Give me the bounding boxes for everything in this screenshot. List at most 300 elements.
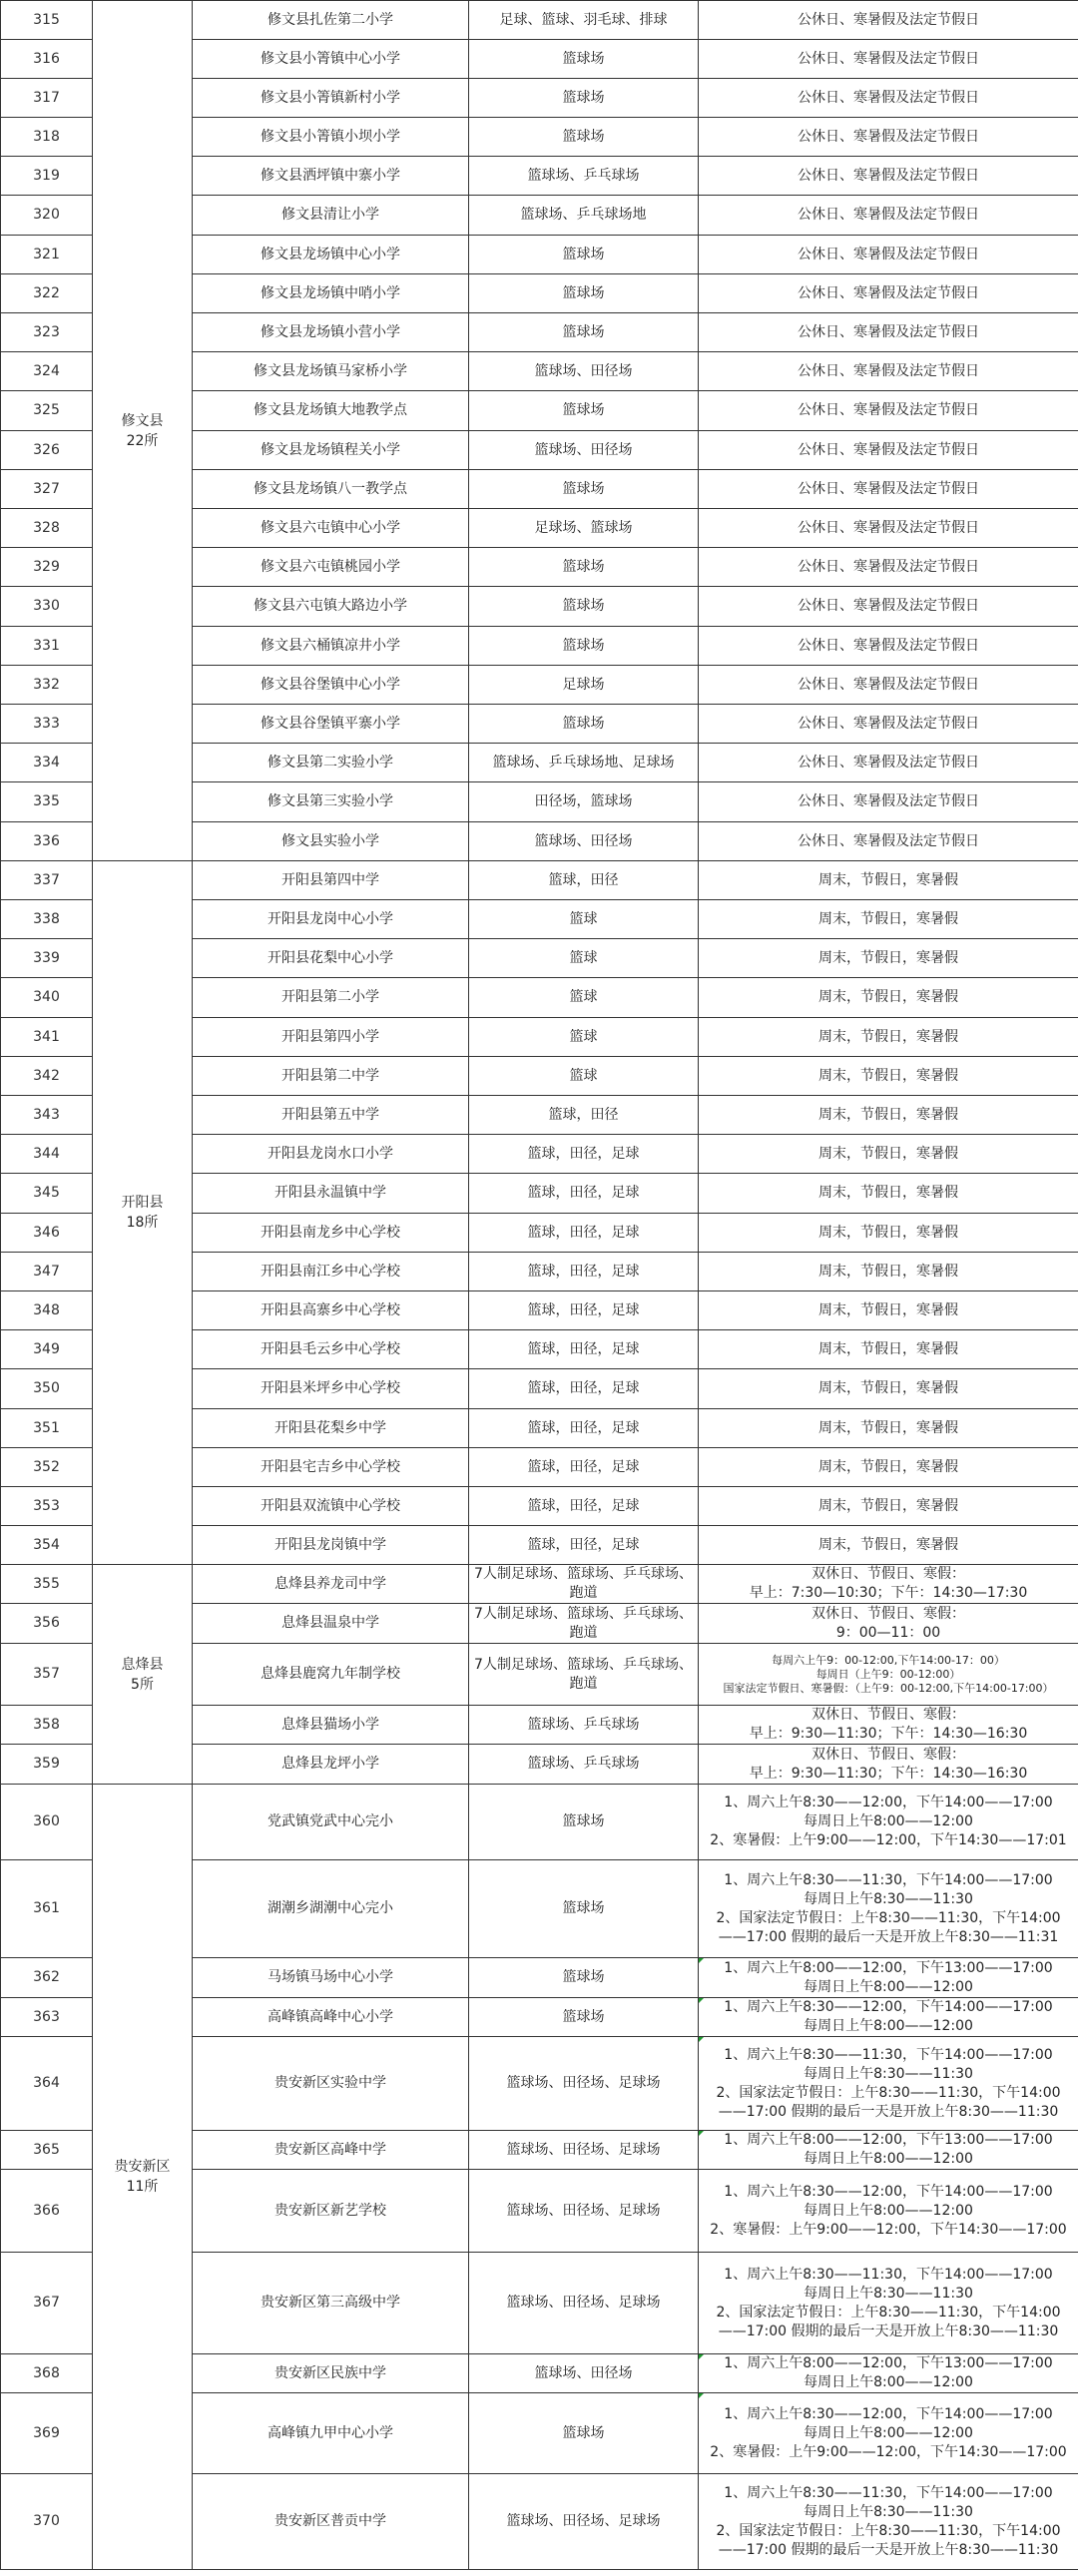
row-number: 324 <box>1 352 93 391</box>
open-hours <box>699 391 1078 431</box>
table-row <box>1 1 1078 40</box>
school-name: 修文县六桶镇凉井小学 <box>193 627 469 666</box>
open-hours-line: 1、周六上午8:30——12:00，下午14:00——17:00 <box>724 1795 1053 1810</box>
open-hours <box>699 1604 1078 1644</box>
open-hours-line: 公休日、寒暑假及法定节假日 <box>798 519 979 536</box>
open-hours <box>699 470 1078 509</box>
row-number: 319 <box>1 157 93 196</box>
school-name: 开阳县花梨乡中学 <box>193 1409 469 1448</box>
open-hours-line: 每周日上午8:00——12:00 <box>804 2202 973 2219</box>
row-number: 337 <box>1 861 93 900</box>
school-name: 开阳县龙岗镇中学 <box>193 1526 469 1565</box>
school-name: 贵安新区新艺学校 <box>193 2170 469 2253</box>
facilities: 篮球 <box>469 939 699 978</box>
facilities: 篮球场 <box>469 40 699 79</box>
school-name: 高峰镇九甲中心小学 <box>193 2393 469 2474</box>
open-hours-line: 公休日、寒暑假及法定节假日 <box>798 832 979 849</box>
facilities: 篮球场 <box>469 1860 699 1958</box>
open-hours <box>699 1526 1078 1565</box>
open-hours-line: 每周日上午8:30——11:30 <box>804 1890 973 1907</box>
school-name: 息烽县猫场小学 <box>193 1706 469 1745</box>
school-name: 开阳县第五中学 <box>193 1096 469 1135</box>
school-name: 开阳县第二中学 <box>193 1057 469 1096</box>
open-hours <box>699 2037 1078 2131</box>
school-name: 修文县六屯镇中心小学 <box>193 509 469 548</box>
error-indicator-icon <box>699 1998 704 2003</box>
school-name: 修文县小箐镇中心小学 <box>193 40 469 79</box>
school-name: 修文县清让小学 <box>193 196 469 236</box>
facilities: 篮球场、田径场、足球场 <box>469 2037 699 2131</box>
facilities: 篮球，田径，足球 <box>469 1135 699 1174</box>
school-name: 开阳县宅吉乡中心学校 <box>193 1448 469 1487</box>
open-hours <box>699 1096 1078 1135</box>
school-name: 息烽县养龙司中学 <box>193 1565 469 1604</box>
open-hours-line: 双休日、节假日、寒假： <box>811 1707 965 1723</box>
open-hours <box>699 1330 1078 1369</box>
row-number: 363 <box>1 1998 93 2037</box>
row-number: 369 <box>1 2393 93 2474</box>
open-hours-line: 1、周六上午8:30——11:30，下午14:00——17:00 <box>724 1871 1053 1888</box>
table-row <box>1 861 1078 900</box>
school-name: 开阳县龙岗水口小学 <box>193 1135 469 1174</box>
facilities: 篮球，田径 <box>469 1096 699 1135</box>
open-hours-line: 周末，节假日，寒暑假 <box>818 949 958 966</box>
facilities: 篮球场、乒乓球场 <box>469 1745 699 1785</box>
row-number: 355 <box>1 1565 93 1604</box>
school-name: 贵安新区实验中学 <box>193 2037 469 2131</box>
open-hours <box>699 1706 1078 1745</box>
facilities: 足球场 <box>469 666 699 705</box>
school-name: 修文县龙场镇中哨小学 <box>193 274 469 313</box>
school-name: 开阳县龙岗中心小学 <box>193 900 469 939</box>
error-indicator-icon <box>699 2393 704 2398</box>
school-name: 开阳县双流镇中心学校 <box>193 1487 469 1526</box>
open-hours-line: 1、周六上午8:00——12:00，下午13:00——17:00 <box>724 2355 1053 2371</box>
open-hours <box>699 587 1078 627</box>
facilities: 篮球，田径，足球 <box>469 1174 699 1214</box>
county-school-count: 22所 <box>126 432 159 449</box>
facilities: 篮球场、乒乓球场 <box>469 1706 699 1745</box>
school-name: 贵安新区普贡中学 <box>193 2474 469 2570</box>
open-hours <box>699 2131 1078 2170</box>
row-number: 341 <box>1 1018 93 1057</box>
open-hours-line: 公休日、寒暑假及法定节假日 <box>798 715 979 732</box>
school-name: 修文县谷堡镇平寨小学 <box>193 705 469 744</box>
open-hours <box>699 1291 1078 1330</box>
school-name: 开阳县永温镇中学 <box>193 1174 469 1214</box>
facilities: 篮球场 <box>469 470 699 509</box>
county-school-count: 18所 <box>126 1215 159 1231</box>
open-hours-line: 每周日上午8:00——12:00 <box>804 2151 973 2167</box>
open-hours <box>699 822 1078 861</box>
open-hours-line: 每周日上午8:00——12:00 <box>804 1978 973 1995</box>
school-name: 开阳县高寨乡中心学校 <box>193 1291 469 1330</box>
facilities: 田径场，篮球场 <box>469 782 699 822</box>
open-hours-line: 早上：9:30—11:30；下午：14:30—16:30 <box>749 1726 1028 1742</box>
facilities: 篮球场 <box>469 2393 699 2474</box>
facilities: 篮球场、乒乓球场地、足球场 <box>469 744 699 782</box>
facilities: 篮球，田径，足球 <box>469 1448 699 1487</box>
school-name: 修文县龙场镇马家桥小学 <box>193 352 469 391</box>
row-number: 315 <box>1 1 93 40</box>
school-name: 开阳县南江乡中心学校 <box>193 1253 469 1291</box>
facilities: 篮球，田径 <box>469 861 699 900</box>
school-name: 开阳县南龙乡中心学校 <box>193 1214 469 1253</box>
row-number: 347 <box>1 1253 93 1291</box>
open-hours-line: 周末，节假日，寒暑假 <box>818 1067 958 1084</box>
open-hours-line: 1、周六上午8:00——12:00，下午13:00——17:00 <box>724 1959 1053 1976</box>
open-hours-line: 公休日、寒暑假及法定节假日 <box>798 754 979 771</box>
open-hours <box>699 118 1078 157</box>
open-hours-line: 每周日上午8:00——12:00 <box>804 2374 973 2390</box>
row-number: 360 <box>1 1785 93 1860</box>
facilities: 篮球场、田径场 <box>469 352 699 391</box>
open-hours-line: 2、寒暑假：上午9:00——12:00，下午14:30——17:01 <box>710 1832 1067 1848</box>
facilities: 篮球场、田径场、足球场 <box>469 2131 699 2170</box>
open-hours-line: 周末，节假日，寒暑假 <box>818 1028 958 1045</box>
row-number: 366 <box>1 2170 93 2253</box>
county-group-cell <box>93 1785 193 2570</box>
open-hours <box>699 2170 1078 2253</box>
open-hours <box>699 431 1078 470</box>
open-hours-line: 每周日上午8:00——12:00 <box>804 1813 973 1829</box>
open-hours-line: 周末，节假日，寒暑假 <box>818 1185 958 1201</box>
row-number: 331 <box>1 627 93 666</box>
open-hours <box>699 1785 1078 1860</box>
open-hours-line: 公休日、寒暑假及法定节假日 <box>798 167 979 184</box>
open-hours-line: 1、周六上午8:30——11:30，下午14:00——17:00 <box>724 2266 1053 2283</box>
facilities: 篮球，田径，足球 <box>469 1291 699 1330</box>
open-hours <box>699 1253 1078 1291</box>
county-name: 贵安新区 <box>114 2159 171 2175</box>
row-number: 350 <box>1 1369 93 1409</box>
facilities: 足球、篮球、羽毛球、排球 <box>469 1 699 40</box>
open-hours-line: 周末，节假日，寒暑假 <box>818 1497 958 1514</box>
facilities: 篮球场 <box>469 548 699 587</box>
school-name: 马场镇马场中心小学 <box>193 1958 469 1998</box>
row-number: 333 <box>1 705 93 744</box>
open-hours-line: 周末，节假日，寒暑假 <box>818 1536 958 1553</box>
row-number: 344 <box>1 1135 93 1174</box>
open-hours-line: 9：00—11：00 <box>835 1624 941 1641</box>
facilities: 篮球 <box>469 1057 699 1096</box>
open-hours <box>699 196 1078 236</box>
open-hours <box>699 2253 1078 2354</box>
open-hours-line: 每周日（上午9：00-12:00） <box>815 1667 961 1681</box>
school-name: 息烽县温泉中学 <box>193 1604 469 1644</box>
facilities: 篮球场 <box>469 627 699 666</box>
facilities: 篮球，田径，足球 <box>469 1253 699 1291</box>
row-number: 332 <box>1 666 93 705</box>
open-hours-line: 公休日、寒暑假及法定节假日 <box>798 793 979 809</box>
facilities: 篮球场、田径场、足球场 <box>469 2170 699 2253</box>
open-hours-line: 国家法定节假日、寒暑假：（上午9：00-12:00,下午14:00-17:00） <box>723 1681 1054 1695</box>
error-indicator-icon <box>699 2131 704 2136</box>
school-name: 修文县实验小学 <box>193 822 469 861</box>
open-hours-line: 早上：9:30—11:30；下午：14:30—16:30 <box>749 1765 1028 1782</box>
open-hours-line: 公休日、寒暑假及法定节假日 <box>798 558 979 575</box>
open-hours-line: 公休日、寒暑假及法定节假日 <box>798 207 979 223</box>
row-number: 321 <box>1 236 93 274</box>
open-hours-line: 公休日、寒暑假及法定节假日 <box>798 676 979 693</box>
row-number: 322 <box>1 274 93 313</box>
row-number: 343 <box>1 1096 93 1135</box>
facilities: 篮球场 <box>469 118 699 157</box>
row-number: 329 <box>1 548 93 587</box>
row-number: 326 <box>1 431 93 470</box>
open-hours <box>699 236 1078 274</box>
facilities: 篮球场、田径场、足球场 <box>469 2474 699 2570</box>
facilities: 篮球，田径，足球 <box>469 1409 699 1448</box>
school-name: 高峰镇高峰中心小学 <box>193 1998 469 2037</box>
open-hours-line: 每周日上午8:30——11:30 <box>804 2285 973 2302</box>
county-school-count: 11所 <box>126 2179 159 2195</box>
open-hours-line: 公休日、寒暑假及法定节假日 <box>798 598 979 614</box>
row-number: 327 <box>1 470 93 509</box>
row-number: 367 <box>1 2253 93 2354</box>
open-hours-line: 公休日、寒暑假及法定节假日 <box>798 480 979 497</box>
school-name: 修文县六屯镇桃园小学 <box>193 548 469 587</box>
county-group-cell <box>93 861 193 1565</box>
open-hours <box>699 548 1078 587</box>
open-hours-line: 每周日上午8:30——11:30 <box>804 2503 973 2520</box>
open-hours-line: 双休日、节假日、寒假： <box>811 1566 965 1582</box>
county-name: 息烽县 <box>121 1656 164 1673</box>
school-name: 修文县龙场镇中心小学 <box>193 236 469 274</box>
row-number: 361 <box>1 1860 93 1958</box>
open-hours <box>699 1998 1078 2037</box>
facilities: 7人制足球场、篮球场、乒乓球场、跑道 <box>469 1604 699 1644</box>
facilities: 篮球场 <box>469 313 699 352</box>
facilities: 篮球场 <box>469 1998 699 2037</box>
facilities: 篮球场、乒乓球场地 <box>469 196 699 236</box>
open-hours <box>699 79 1078 118</box>
open-hours <box>699 1018 1078 1057</box>
school-name: 开阳县米坪乡中心学校 <box>193 1369 469 1409</box>
open-hours <box>699 274 1078 313</box>
open-hours-line: 周末，节假日，寒暑假 <box>818 1106 958 1123</box>
school-name: 修文县谷堡镇中心小学 <box>193 666 469 705</box>
facilities: 篮球场 <box>469 79 699 118</box>
open-hours <box>699 705 1078 744</box>
facilities: 篮球场 <box>469 1958 699 1998</box>
facilities: 7人制足球场、篮球场、乒乓球场、跑道 <box>469 1644 699 1706</box>
open-hours-line: 公休日、寒暑假及法定节假日 <box>798 402 979 418</box>
row-number: 365 <box>1 2131 93 2170</box>
facilities: 篮球 <box>469 900 699 939</box>
open-hours <box>699 1174 1078 1214</box>
facilities: 篮球场、田径场 <box>469 822 699 861</box>
error-indicator-icon <box>699 2037 704 2042</box>
row-number: 348 <box>1 1291 93 1330</box>
row-number: 335 <box>1 782 93 822</box>
row-number: 316 <box>1 40 93 79</box>
open-hours <box>699 1745 1078 1785</box>
open-hours-line: 周末，节假日，寒暑假 <box>818 1419 958 1436</box>
open-hours-line: 2、国家法定节假日：上午8:30——11:30，下午14:00——17:00 假期的最后一天是开放上午8:30——11:30 <box>716 2084 1061 2120</box>
open-hours-line: 周末，节假日，寒暑假 <box>818 871 958 888</box>
open-hours-line: 周末，节假日，寒暑假 <box>818 989 958 1005</box>
facilities: 篮球 <box>469 1018 699 1057</box>
facilities: 篮球场 <box>469 391 699 431</box>
open-hours-line: 1、周六上午8:00——12:00，下午13:00——17:00 <box>724 2132 1053 2148</box>
open-hours <box>699 313 1078 352</box>
open-hours-line: 周末，节假日，寒暑假 <box>818 1263 958 1280</box>
school-name: 修文县小箐镇小坝小学 <box>193 118 469 157</box>
facilities: 篮球，田径，足球 <box>469 1369 699 1409</box>
open-hours-line: 公休日、寒暑假及法定节假日 <box>798 323 979 340</box>
row-number: 346 <box>1 1214 93 1253</box>
row-number: 339 <box>1 939 93 978</box>
open-hours-line: 公休日、寒暑假及法定节假日 <box>798 128 979 145</box>
open-hours-line: 1、周六上午8:30——12:00，下午14:00——17:00 <box>724 2405 1053 2422</box>
open-hours <box>699 900 1078 939</box>
open-hours <box>699 666 1078 705</box>
table-body <box>1 1 1078 2570</box>
open-hours-line: 每周日上午8:00——12:00 <box>804 2424 973 2441</box>
open-hours <box>699 939 1078 978</box>
open-hours <box>699 2354 1078 2393</box>
open-hours-line: 2、寒暑假：上午9:00——12:00，下午14:30——17:00 <box>710 2221 1067 2238</box>
open-hours-line: 2、国家法定节假日：上午8:30——11:30，下午14:00——17:00 假期的最后一天是开放上午8:30——11:31 <box>716 1909 1061 1945</box>
facilities: 篮球，田径，足球 <box>469 1214 699 1253</box>
open-hours-line: 双休日、节假日、寒假： <box>811 1605 965 1622</box>
open-hours <box>699 1565 1078 1604</box>
facilities: 篮球场、田径场 <box>469 431 699 470</box>
facilities: 篮球场、乒乓球场 <box>469 157 699 196</box>
facilities: 篮球场、田径场 <box>469 2354 699 2393</box>
county-name: 修文县 <box>121 412 164 429</box>
facilities: 篮球 <box>469 978 699 1018</box>
facilities: 篮球场 <box>469 236 699 274</box>
school-name: 修文县六屯镇大路边小学 <box>193 587 469 627</box>
facilities: 篮球场 <box>469 587 699 627</box>
open-hours-line: 2、寒暑假：上午9:00——12:00，下午14:30——17:00 <box>710 2443 1067 2460</box>
row-number: 357 <box>1 1644 93 1706</box>
facilities: 7人制足球场、篮球场、乒乓球场、跑道 <box>469 1565 699 1604</box>
facilities: 篮球，田径，足球 <box>469 1487 699 1526</box>
row-number: 354 <box>1 1526 93 1565</box>
open-hours-line: 周末，节假日，寒暑假 <box>818 1340 958 1357</box>
open-hours-line: 周末，节假日，寒暑假 <box>818 1145 958 1162</box>
open-hours <box>699 1214 1078 1253</box>
table-row <box>1 1565 1078 1604</box>
facilities: 篮球，田径，足球 <box>469 1526 699 1565</box>
facilities: 篮球，田径，足球 <box>469 1330 699 1369</box>
open-hours-line: 公休日、寒暑假及法定节假日 <box>798 441 979 458</box>
open-hours-line: 公休日、寒暑假及法定节假日 <box>798 11 979 28</box>
school-name: 修文县龙场镇程关小学 <box>193 431 469 470</box>
school-name: 贵安新区第三高级中学 <box>193 2253 469 2354</box>
open-hours-line: 周末，节假日，寒暑假 <box>818 1380 958 1396</box>
open-hours-line: 1、周六上午8:30——12:00，下午14:00——17:00 <box>724 1999 1053 2015</box>
school-name: 开阳县花梨中心小学 <box>193 939 469 978</box>
school-name: 开阳县毛云乡中心学校 <box>193 1330 469 1369</box>
open-hours <box>699 782 1078 822</box>
open-hours-line: 早上：7:30—10:30；下午：14:30—17:30 <box>749 1585 1028 1601</box>
row-number: 358 <box>1 1706 93 1745</box>
school-name: 修文县洒坪镇中寨小学 <box>193 157 469 196</box>
open-hours <box>699 2474 1078 2570</box>
county-school-count: 5所 <box>131 1676 154 1693</box>
row-number: 349 <box>1 1330 93 1369</box>
open-hours <box>699 1860 1078 1958</box>
open-hours-line: 周末，节假日，寒暑假 <box>818 1224 958 1241</box>
school-name: 贵安新区高峰中学 <box>193 2131 469 2170</box>
school-name: 息烽县鹿窝九年制学校 <box>193 1644 469 1706</box>
open-hours <box>699 40 1078 79</box>
facilities: 篮球场 <box>469 705 699 744</box>
open-hours <box>699 1369 1078 1409</box>
open-hours <box>699 978 1078 1018</box>
row-number: 320 <box>1 196 93 236</box>
row-number: 317 <box>1 79 93 118</box>
county-group-cell <box>93 1 193 861</box>
row-number: 368 <box>1 2354 93 2393</box>
row-number: 353 <box>1 1487 93 1526</box>
row-number: 352 <box>1 1448 93 1487</box>
row-number: 364 <box>1 2037 93 2131</box>
open-hours <box>699 1448 1078 1487</box>
row-number: 336 <box>1 822 93 861</box>
facilities: 篮球场 <box>469 274 699 313</box>
row-number: 334 <box>1 744 93 782</box>
open-hours <box>699 352 1078 391</box>
open-hours <box>699 744 1078 782</box>
open-hours <box>699 1644 1078 1706</box>
open-hours <box>699 509 1078 548</box>
facilities: 足球场、篮球场 <box>469 509 699 548</box>
open-hours-line: 2、国家法定节假日：上午8:30——11:30，下午14:00——17:00 假期的最后一天是开放上午8:30——11:30 <box>716 2522 1061 2558</box>
open-hours <box>699 157 1078 196</box>
row-number: 345 <box>1 1174 93 1214</box>
facilities: 篮球场、田径场、足球场 <box>469 2253 699 2354</box>
school-name: 修文县第三实验小学 <box>193 782 469 822</box>
open-hours-line: 公休日、寒暑假及法定节假日 <box>798 89 979 106</box>
school-name: 修文县龙场镇小营小学 <box>193 313 469 352</box>
open-hours <box>699 1409 1078 1448</box>
open-hours-line: 2、国家法定节假日：上午8:30——11:30，下午14:00——17:00 假期的最后一天是开放上午8:30——11:30 <box>716 2304 1061 2339</box>
open-hours-line: 公休日、寒暑假及法定节假日 <box>798 246 979 262</box>
error-indicator-icon <box>699 2354 704 2359</box>
error-indicator-icon <box>699 1958 704 1963</box>
table-row <box>1 1785 1078 1860</box>
school-name: 修文县小箐镇新村小学 <box>193 79 469 118</box>
open-hours-line: 每周日上午8:00——12:00 <box>804 2018 973 2034</box>
row-number: 342 <box>1 1057 93 1096</box>
open-hours-line: 周末，节假日，寒暑假 <box>818 1458 958 1475</box>
school-name: 修文县第二实验小学 <box>193 744 469 782</box>
open-hours <box>699 2393 1078 2474</box>
open-hours-line: 周末，节假日，寒暑假 <box>818 1301 958 1318</box>
open-hours <box>699 627 1078 666</box>
school-name: 开阳县第四中学 <box>193 861 469 900</box>
school-name: 修文县扎佐第二小学 <box>193 1 469 40</box>
row-number: 323 <box>1 313 93 352</box>
school-name: 开阳县第二小学 <box>193 978 469 1018</box>
row-number: 338 <box>1 900 93 939</box>
facilities: 篮球场 <box>469 1785 699 1860</box>
open-hours-line: 公休日、寒暑假及法定节假日 <box>798 362 979 379</box>
row-number: 330 <box>1 587 93 627</box>
open-hours-line: 公休日、寒暑假及法定节假日 <box>798 284 979 301</box>
row-number: 325 <box>1 391 93 431</box>
row-number: 356 <box>1 1604 93 1644</box>
row-number: 370 <box>1 2474 93 2570</box>
school-name: 湖潮乡湖潮中心完小 <box>193 1860 469 1958</box>
open-hours <box>699 1057 1078 1096</box>
school-name: 修文县龙场镇八一教学点 <box>193 470 469 509</box>
